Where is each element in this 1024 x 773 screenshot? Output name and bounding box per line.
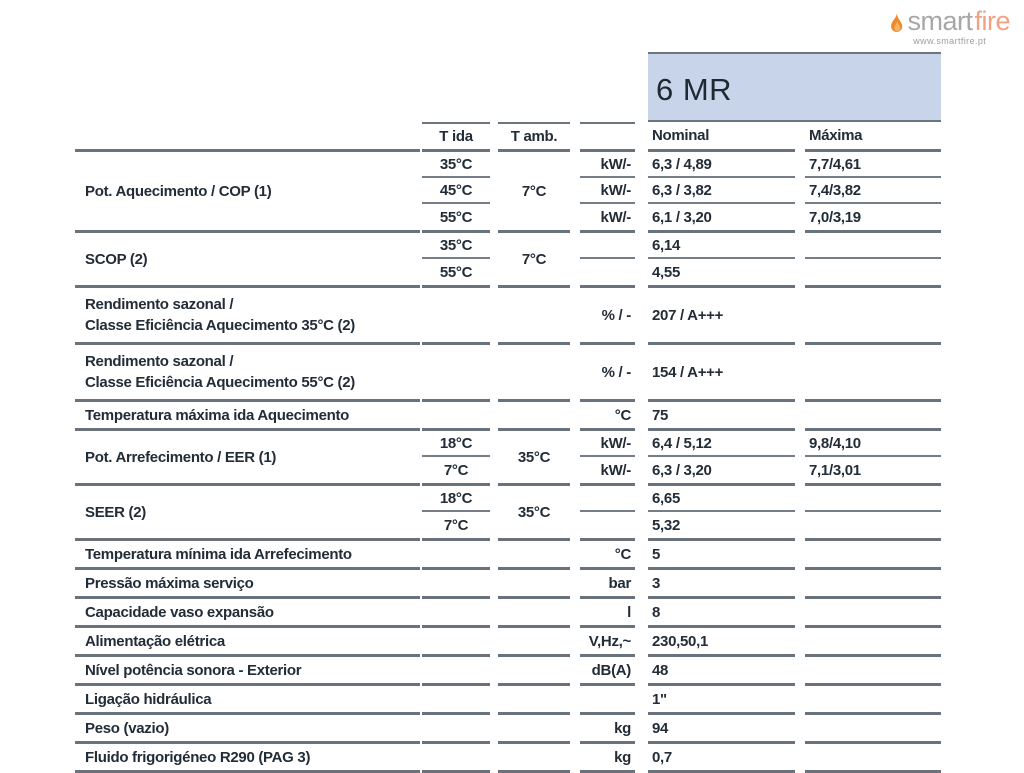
model-band-row [75, 52, 942, 122]
param-label [75, 686, 420, 715]
param-label [75, 657, 420, 686]
maxima-value-column [805, 233, 941, 288]
unit-label: l [580, 599, 635, 625]
unit-label [580, 512, 635, 538]
t-ida-value: 45°C [422, 178, 490, 204]
nominal-value: 6,65 [648, 486, 795, 512]
unit-label: °C [580, 541, 635, 567]
t-ida-value-column [422, 486, 490, 541]
logo-text-fire: fire [974, 8, 1010, 35]
param-label [75, 431, 420, 486]
nominal-value: 207 / A+++ [648, 288, 795, 342]
maxima-value: 7,1/3,01 [805, 457, 941, 483]
t-ida-value-column [422, 152, 490, 233]
logo-text-smart: smart [907, 8, 972, 35]
t-amb-value [498, 402, 570, 431]
maxima-value [805, 628, 941, 654]
t-ida-value-column [422, 570, 490, 599]
param-label-line: Nível potência sonora - Exterior [85, 660, 420, 681]
param-label [75, 744, 420, 773]
t-ida-value [422, 570, 490, 596]
t-amb-value [498, 541, 570, 570]
maxima-value-column [805, 486, 941, 541]
maxima-value [805, 599, 941, 625]
t-amb-value [498, 715, 570, 744]
param-label [75, 152, 420, 233]
maxima-value-column [805, 628, 941, 657]
unit-label-column [580, 486, 635, 541]
t-ida-value: 18°C [422, 486, 490, 512]
param-label-line: Capacidade vaso expansão [85, 602, 420, 623]
t-ida-value [422, 657, 490, 683]
nominal-value: 230,50,1 [648, 628, 795, 654]
spec-section-row [75, 152, 942, 233]
spec-section-row [75, 744, 942, 773]
unit-label: dB(A) [580, 657, 635, 683]
param-header-spacer [75, 122, 420, 152]
nominal-value-column [648, 744, 795, 773]
param-label-line: Ligação hidráulica [85, 689, 420, 710]
spec-section-row [75, 486, 942, 541]
maxima-value-column [805, 402, 941, 431]
maxima-value-column [805, 152, 941, 233]
spec-table [75, 52, 942, 773]
t-ida-value-column [422, 686, 490, 715]
maxima-value [805, 715, 941, 741]
spec-section-row [75, 402, 942, 431]
t-ida-value [422, 686, 490, 712]
t-ida-value-column [422, 402, 490, 431]
unit-label-column [580, 233, 635, 288]
nominal-value: 0,7 [648, 744, 795, 770]
unit-label [580, 686, 635, 712]
nominal-value: 4,55 [648, 259, 795, 285]
unit-label-column [580, 744, 635, 773]
nominal-value-column [648, 431, 795, 486]
nominal-value: 5 [648, 541, 795, 567]
t-amb-value [498, 345, 570, 402]
nominal-value-column [648, 345, 795, 402]
spec-table-body [75, 152, 942, 773]
nominal-value: 75 [648, 402, 795, 428]
nominal-value: 94 [648, 715, 795, 741]
maxima-value-column [805, 570, 941, 599]
param-label-line: Pot. Aquecimento / COP (1) [85, 181, 420, 202]
unit-label: kW/- [580, 431, 635, 457]
param-label-line: Rendimento sazonal / [85, 351, 420, 372]
t-amb-value [498, 686, 570, 715]
param-label-line: Temperatura máxima ida Aquecimento [85, 405, 420, 426]
t-ida-header: T ida [422, 122, 490, 152]
maxima-value [805, 657, 941, 683]
unit-label: °C [580, 402, 635, 428]
t-amb-value: 35°C [498, 486, 570, 541]
t-ida-value-column [422, 288, 490, 345]
maxima-value-column [805, 431, 941, 486]
param-label-line: Rendimento sazonal / [85, 294, 420, 315]
maxima-value: 7,0/3,19 [805, 204, 941, 230]
smartfire-logo [889, 8, 1010, 46]
nominal-value: 6,4 / 5,12 [648, 431, 795, 457]
t-ida-value-column [422, 715, 490, 744]
t-ida-value: 7°C [422, 457, 490, 483]
unit-label-column [580, 402, 635, 431]
maxima-value [805, 259, 941, 285]
t-ida-value-column [422, 431, 490, 486]
spec-section-row [75, 570, 942, 599]
t-ida-value [422, 715, 490, 741]
unit-label: kg [580, 744, 635, 770]
nominal-value: 6,3 / 3,20 [648, 457, 795, 483]
maxima-header: Máxima [805, 122, 941, 152]
nominal-value: 8 [648, 599, 795, 625]
t-amb-value [498, 657, 570, 686]
maxima-value: 7,7/4,61 [805, 152, 941, 178]
unit-label-column [580, 657, 635, 686]
param-label-line: SEER (2) [85, 502, 420, 523]
t-amb-value: 35°C [498, 431, 570, 486]
unit-header-spacer [580, 122, 635, 152]
spec-section-row [75, 686, 942, 715]
spec-section-row [75, 541, 942, 570]
maxima-value-column [805, 599, 941, 628]
param-label [75, 486, 420, 541]
nominal-value-column [648, 599, 795, 628]
t-amb-value: 7°C [498, 233, 570, 288]
unit-label: bar [580, 570, 635, 596]
unit-label: kW/- [580, 178, 635, 204]
maxima-value-column [805, 686, 941, 715]
maxima-value-column [805, 541, 941, 570]
t-ida-value-column [422, 599, 490, 628]
t-amb-value [498, 628, 570, 657]
unit-label-column [580, 288, 635, 345]
param-label [75, 345, 420, 402]
t-amb-value [498, 599, 570, 628]
t-ida-value-column [422, 233, 490, 288]
t-amb-value: 7°C [498, 152, 570, 233]
column-header-row [75, 122, 942, 152]
maxima-value: 9,8/4,10 [805, 431, 941, 457]
maxima-value-column [805, 744, 941, 773]
t-ida-value: 35°C [422, 233, 490, 259]
nominal-value: 6,3 / 3,82 [648, 178, 795, 204]
unit-label-column [580, 686, 635, 715]
param-label [75, 288, 420, 345]
t-ida-value-column [422, 345, 490, 402]
param-label-line: Fluido frigorigéneo R290 (PAG 3) [85, 747, 420, 768]
t-ida-value [422, 402, 490, 428]
t-ida-value [422, 744, 490, 770]
unit-label-column [580, 599, 635, 628]
logo-wordmark [889, 8, 1010, 35]
nominal-value-column [648, 715, 795, 744]
nominal-value: 154 / A+++ [648, 345, 795, 399]
nominal-value: 1" [648, 686, 795, 712]
t-ida-value: 55°C [422, 204, 490, 230]
nominal-value-column [648, 541, 795, 570]
spec-section-row [75, 431, 942, 486]
nominal-value-column [648, 486, 795, 541]
maxima-value-column [805, 657, 941, 686]
param-label-line: Peso (vazio) [85, 718, 420, 739]
maxima-value-column [805, 715, 941, 744]
t-ida-value [422, 599, 490, 625]
logo-url: www.smartfire.pt [913, 36, 986, 46]
t-amb-value [498, 744, 570, 773]
t-ida-value-column [422, 628, 490, 657]
param-label-line: Temperatura mínima ida Arrefecimento [85, 544, 420, 565]
unit-label: kW/- [580, 152, 635, 178]
param-label-line: Pressão máxima serviço [85, 573, 420, 594]
spec-section-row [75, 233, 942, 288]
param-label [75, 402, 420, 431]
t-ida-value: 55°C [422, 259, 490, 285]
spec-section-row [75, 628, 942, 657]
unit-label-column [580, 345, 635, 402]
nominal-value: 3 [648, 570, 795, 596]
param-label [75, 715, 420, 744]
maxima-value [805, 541, 941, 567]
unit-label-column [580, 431, 635, 486]
nominal-value-column [648, 288, 795, 345]
t-ida-value [422, 345, 490, 399]
nominal-value: 48 [648, 657, 795, 683]
param-label-line: Alimentação elétrica [85, 631, 420, 652]
maxima-value [805, 570, 941, 596]
t-amb-value [498, 570, 570, 599]
nominal-value: 6,3 / 4,89 [648, 152, 795, 178]
t-ida-value-column [422, 657, 490, 686]
nominal-value-column [648, 657, 795, 686]
model-title: 6 MR [648, 52, 941, 122]
nominal-value: 5,32 [648, 512, 795, 538]
maxima-value [805, 486, 941, 512]
unit-label-column [580, 570, 635, 599]
maxima-value [805, 288, 941, 342]
t-ida-value [422, 288, 490, 342]
maxima-value: 7,4/3,82 [805, 178, 941, 204]
spec-section-row [75, 599, 942, 628]
maxima-value [805, 233, 941, 259]
spec-section-row [75, 345, 942, 402]
nominal-value-column [648, 152, 795, 233]
flame-icon [889, 12, 904, 35]
nominal-value-column [648, 686, 795, 715]
nominal-value: 6,1 / 3,20 [648, 204, 795, 230]
param-label-line: Pot. Arrefecimento / EER (1) [85, 447, 420, 468]
maxima-value [805, 512, 941, 538]
t-ida-value-column [422, 541, 490, 570]
param-label [75, 541, 420, 570]
unit-label: % / - [580, 288, 635, 342]
unit-label: kg [580, 715, 635, 741]
maxima-value [805, 345, 941, 399]
nominal-value-column [648, 402, 795, 431]
t-ida-value [422, 541, 490, 567]
unit-label-column [580, 152, 635, 233]
unit-label-column [580, 541, 635, 570]
t-amb-value [498, 288, 570, 345]
param-label [75, 570, 420, 599]
param-label [75, 599, 420, 628]
maxima-value-column [805, 288, 941, 345]
param-label-line: Classe Eficiência Aquecimento 35°C (2) [85, 315, 420, 336]
nominal-header: Nominal [648, 122, 795, 152]
spec-section-row [75, 288, 942, 345]
maxima-value [805, 686, 941, 712]
nominal-value-column [648, 570, 795, 599]
nominal-value-column [648, 233, 795, 288]
t-ida-value: 18°C [422, 431, 490, 457]
unit-label-column [580, 715, 635, 744]
maxima-value-column [805, 345, 941, 402]
nominal-value: 6,14 [648, 233, 795, 259]
param-label-line: SCOP (2) [85, 249, 420, 270]
unit-label [580, 233, 635, 259]
unit-label: kW/- [580, 204, 635, 230]
nominal-value-column [648, 628, 795, 657]
unit-label [580, 259, 635, 285]
param-label [75, 628, 420, 657]
spec-section-row [75, 657, 942, 686]
unit-label: kW/- [580, 457, 635, 483]
unit-label: V,Hz,~ [580, 628, 635, 654]
param-label [75, 233, 420, 288]
t-ida-value: 7°C [422, 512, 490, 538]
maxima-value [805, 744, 941, 770]
t-amb-header: T amb. [498, 122, 570, 152]
unit-label: % / - [580, 345, 635, 399]
maxima-value [805, 402, 941, 428]
param-label-line: Classe Eficiência Aquecimento 55°C (2) [85, 372, 420, 393]
unit-label-column [580, 628, 635, 657]
t-ida-value [422, 628, 490, 654]
spec-section-row [75, 715, 942, 744]
t-ida-value-column [422, 744, 490, 773]
unit-label [580, 486, 635, 512]
t-ida-value: 35°C [422, 152, 490, 178]
